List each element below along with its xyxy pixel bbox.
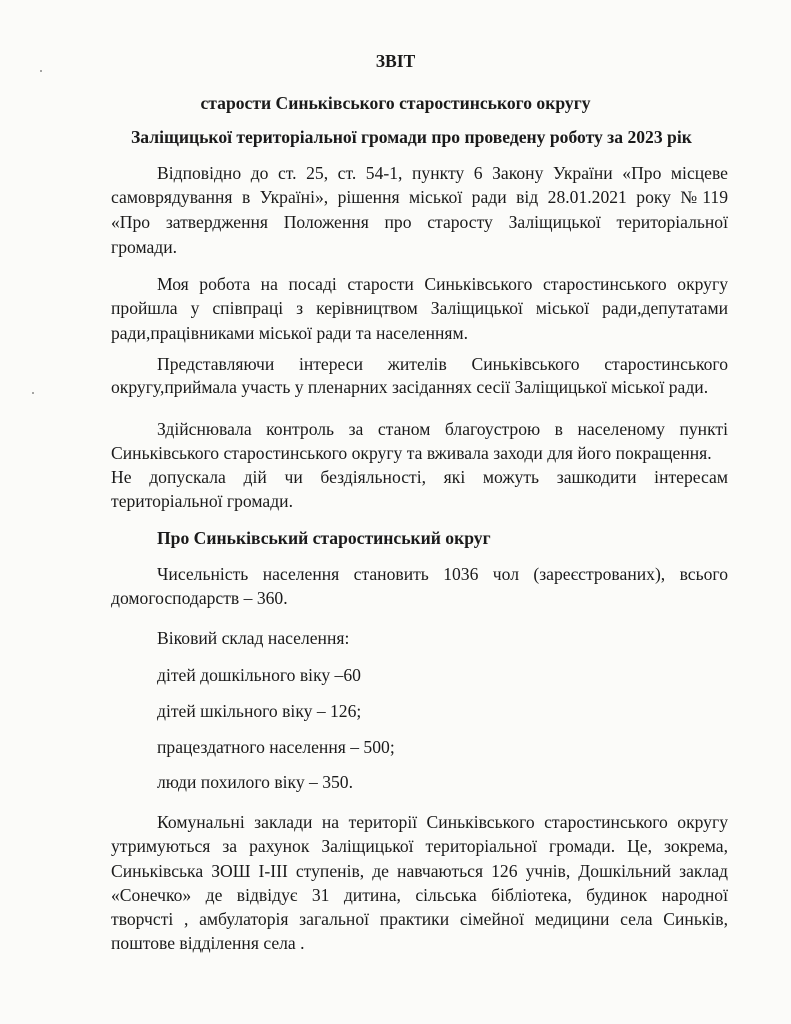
paragraph-5-line-4: «Сонечко» де відвідує 31 дитина, сільська бібліотека, будинок народної	[111, 885, 728, 905]
paragraph-4-line-1: Здійснювала контроль за станом благоустрою в населеному пункті	[157, 419, 728, 439]
paragraph-1-line-1: Відповідно до ст. 25, ст. 54-1, пункту 6 Закону України «Про місцеве	[157, 163, 728, 183]
paragraph-2-line-3: ради,працівниками міської ради та населенням.	[111, 323, 469, 343]
population-line-2: домогосподарств – 360.	[111, 588, 288, 608]
paragraph-3-line-1: Представляючи інтереси жителів Синьківського старостинського	[157, 354, 728, 374]
paragraph-5-line-1: Комунальні заклади на території Синьківського старостинського округу	[157, 812, 728, 832]
document-subtitle-2: Заліщицької територіальної громади про проведену роботу за 2023 рік	[131, 127, 692, 147]
scan-speck	[32, 392, 34, 394]
paragraph-3-line-2: округу,приймала участь у пленарних засіданнях сесії Заліщицької міської ради.	[111, 377, 709, 397]
age-item-preschool: дітей дошкільного віку –60	[157, 665, 361, 685]
paragraph-1-line-4: громади.	[111, 237, 178, 257]
paragraph-4-line-2: Синьківського старостинського округу та вживала заходи для його покращення.	[111, 443, 712, 463]
paragraph-4-line-3: Не допускала дій чи бездіяльності, які можуть зашкодити інтересам	[111, 467, 728, 487]
paragraph-1-line-2: самоврядування в Україні», рішення міської ради від 28.01.2021 року №119	[111, 187, 728, 207]
paragraph-4-line-4: територіальної громади.	[111, 491, 293, 511]
age-item-elderly: люди похилого віку – 350.	[157, 772, 354, 792]
paragraph-5-line-2: утримуються за рахунок Заліщицької територіальної громади. Це, зокрема,	[111, 836, 728, 856]
paragraph-2-line-1: Моя робота на посаді старости Синьківського старостинського округу	[157, 274, 728, 294]
population-line-1: Чисельність населення становить 1036 чол (зареєстрованих), всього	[157, 564, 728, 584]
paragraph-2-line-2: пройшла у співпраці з керівництвом Заліщицької міської ради,депутатами	[111, 298, 728, 318]
paragraph-5-line-5: творчсті , амбулаторія загальної практики сімейної медицини села Синьків,	[111, 909, 728, 929]
section-heading: Про Синьківський старостинський округ	[157, 528, 491, 548]
age-item-school: дітей шкільного віку – 126;	[157, 701, 362, 721]
document-title: ЗВІТ	[375, 51, 416, 71]
age-item-working: працездатного населення – 500;	[157, 737, 395, 757]
paragraph-5-line-6: поштове відділення села .	[111, 933, 305, 953]
paragraph-5-line-3: Синьківська ЗОШ І-ІІІ ступенів, де навчаються 126 учнів, Дошкільний заклад	[111, 861, 728, 881]
paragraph-1-line-3: «Про затвердження Положення про старосту Заліщицької територіальної	[111, 212, 728, 232]
document-subtitle-1: старости Синьківського старостинського округу	[200, 93, 591, 113]
age-heading: Віковий склад населення:	[157, 628, 350, 648]
